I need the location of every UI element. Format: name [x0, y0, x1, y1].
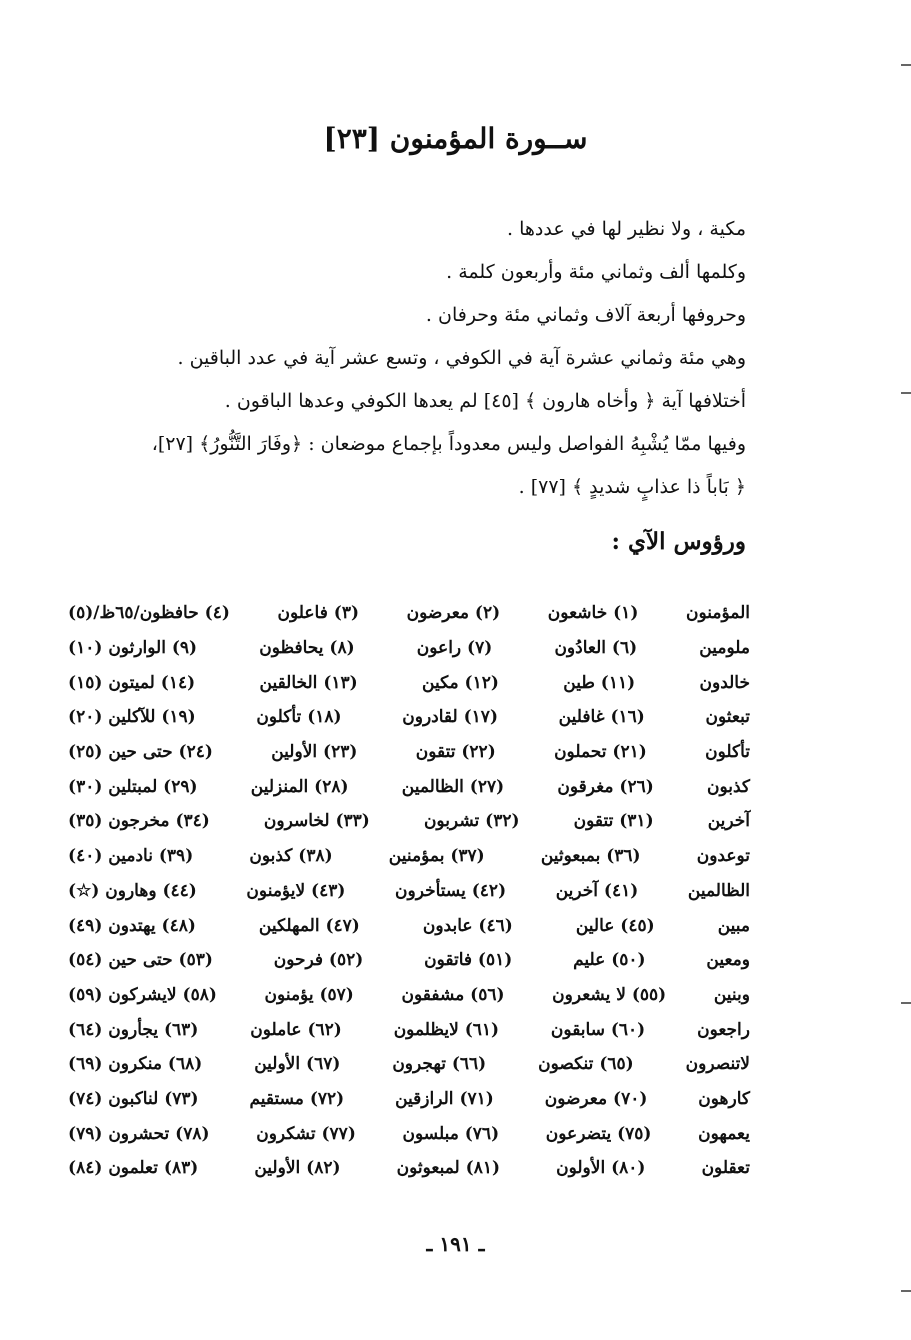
table-row [68, 1047, 750, 1082]
verse-ending-cell: يعمهون [698, 1123, 750, 1144]
intro-line: أختلافها آية ﴿ وأخاه هارون ﴾ [٤٥] لم يعدها الكوفي وعدها الباقون . [224, 390, 746, 412]
verse-ending-cell: تبعثون [705, 707, 750, 728]
verse-ending-cell: (٥٧) يؤمنون [264, 984, 354, 1005]
verse-ending-cell: (٦٧) الأولين [254, 1054, 341, 1075]
verse-ending-cell: (١٨) تأكلون [256, 707, 342, 728]
verse-ending-cell: (٦٢) عاملون [250, 1019, 342, 1040]
verse-ending-cell: تعقلون [701, 1158, 750, 1179]
verse-ending-cell: (٣٨) كذبون [249, 846, 333, 867]
verse-ending-cell: الظالمين [687, 880, 750, 901]
verse-ending-cell: كارهون [698, 1088, 750, 1109]
verse-ending-cell: ومعين [706, 950, 750, 971]
verse-ending-cell: (٤٦) عابدون [422, 915, 513, 936]
verse-ending-cell: (٥١) فاتقون [424, 950, 513, 971]
verse-ending-cell: (٦٥) تنكصون [538, 1054, 634, 1075]
verse-ending-cell: ملومين [699, 638, 750, 659]
verse-ending-cell: (١٢) مكين [422, 672, 499, 693]
verse-ending-cell: (٢١) تحملون [554, 742, 647, 763]
verse-ending-cell: (٨٢) الأولين [254, 1158, 341, 1179]
verse-ending-cell: (٧٠) معرضون [544, 1088, 648, 1109]
verse-ending-cell: (٦١) لايظلمون [393, 1019, 500, 1040]
intro-line: وفيها ممّا يُشْبِهُ الفواصل وليس معدوداً بإجماع موضعان : ﴿وفَارَ التَّنُّورُ﴾ [٢٧]، [151, 433, 746, 455]
intro-line: وحروفها أربعة آلاف وثماني مئة وحرفان . [425, 304, 746, 326]
verse-ending-cell: (٣٩) نادمين (٤٠) [68, 846, 194, 867]
verse-ending-cell: (٧٦) مبلسون [402, 1123, 500, 1144]
margin-mark [901, 1002, 911, 1004]
verse-ending-cell: المؤمنون [685, 603, 750, 624]
verse-ending-cell: راجعون [697, 1019, 750, 1040]
verse-ending-cell: (٧٧) تشكرون [256, 1123, 356, 1144]
table-row [68, 804, 750, 839]
verse-ending-cell: (٧٢) مستقيم [249, 1088, 345, 1109]
verse-ending-cell: (٣٢) تشربون [423, 811, 520, 832]
verse-ending-cell: تأكلون [705, 742, 750, 763]
verse-ending-cell: (٢٣) الأولين [271, 742, 358, 763]
verse-ending-cell: (٢٩) لمبتلين (٣٠) [68, 776, 198, 797]
verse-ending-cell: (٩) الوارثون (١٠) [68, 638, 198, 659]
verse-ending-cell: (٤٢) يستأخرون [395, 880, 507, 901]
verse-ending-cell: (٨١) لمبعوثون [396, 1158, 501, 1179]
verse-ending-cell: (١٧) لقادرون [402, 707, 498, 728]
intro-line: وهي مئة وثماني عشرة آية في الكوفي ، وتسع عشر آية في عدد الباقين . [177, 347, 746, 369]
verse-ending-cell: (٥٠) عليم [573, 950, 646, 971]
surah-title: ســورة المؤمنون [٢٣] [323, 122, 588, 155]
verse-ending-cell: (٧٨) تحشرون (٧٩) [68, 1123, 210, 1144]
verse-ending-cell: (٣) فاعلون [277, 603, 359, 624]
table-row [68, 943, 750, 978]
verse-ending-cell: (٦) العادُون [554, 638, 638, 659]
verse-ending-cell: (١) خاشعون [547, 603, 639, 624]
intro-paragraph [46, 208, 746, 509]
table-row [68, 700, 750, 735]
verse-ending-cell: (١٣) الخالقين [259, 672, 358, 693]
table-row [68, 1082, 750, 1117]
verse-ending-cell: (٤٣) لايؤمنون [246, 880, 346, 901]
verse-ending-cell: خالدون [699, 672, 750, 693]
table-row [68, 978, 750, 1013]
table-row [68, 908, 750, 943]
table-row [68, 665, 750, 700]
verse-ending-cell: (٨٣) تعلمون (٨٤) [68, 1158, 199, 1179]
table-row [68, 874, 750, 909]
table-row [68, 1012, 750, 1047]
margin-mark [901, 1290, 911, 1292]
table-row [68, 631, 750, 666]
verse-ending-cell: (٢٨) المنزلين [250, 776, 349, 797]
verse-ending-cell: (٤٨) يهتدون (٤٩) [68, 915, 196, 936]
margin-mark [901, 64, 911, 66]
verse-ending-cell: (٤٤) وهارون (☆) [68, 880, 197, 901]
verse-endings-heading: ورؤوس الآي : [611, 528, 746, 555]
verse-ending-cell: (٥٣) حتى حين (٥٤) [68, 950, 213, 971]
intro-line: مكية ، ولا نظير لها في عددها . [507, 218, 746, 240]
verse-ending-cell: (٧١) الرازقين [395, 1088, 494, 1109]
verse-ending-cell: (٦٣) يجأرون (٦٤) [68, 1019, 199, 1040]
verse-ending-cell: (١١) طين [563, 672, 636, 693]
verse-ending-cell: (٤١) آخرين [555, 880, 639, 901]
verse-ending-cell: (٥٨) لايشركون (٥٩) [68, 984, 217, 1005]
verse-ending-cell: (٣٤) مخرجون (٣٥) [68, 811, 210, 832]
table-row [68, 839, 750, 874]
verse-ending-cell: (١٩) للآكلين (٢٠) [68, 707, 196, 728]
verse-ending-cell: لاتنصرون [685, 1054, 750, 1075]
intro-line: وكلمها ألف وثماني مئة وأربعون كلمة . [446, 261, 746, 283]
verse-ending-cell: (٣٧) بمؤمنين [388, 846, 485, 867]
verse-ending-cell: (٨) يحافظون [259, 638, 355, 659]
verse-ending-cell: (٦٦) تهجرون [392, 1054, 487, 1075]
verse-ending-cell: (٤٥) عالين [575, 915, 655, 936]
verse-ending-cell: (١٤) لميتون (١٥) [68, 672, 196, 693]
verse-ending-cell: (٥٥) لا يشعرون [552, 984, 667, 1005]
verse-ending-cell: (٤) حافظون/٦٥ظ/(٥) [68, 603, 230, 624]
verse-ending-cell: (٣١) تتقون [573, 811, 654, 832]
verse-ending-cell: (٤٧) المهلكين [258, 915, 360, 936]
verse-ending-cell: آخرين [707, 811, 750, 832]
verse-ending-cell: (٧) راعون [416, 638, 493, 659]
intro-line: ﴿ بَاباً ذا عذابٍ شديدٍ ﴾ [٧٧] . [518, 476, 746, 498]
verse-ending-cell: (٥٢) فرحون [273, 950, 364, 971]
verse-ending-cell: (٥٦) مشفقون [401, 984, 505, 1005]
verse-ending-cell: كذبون [706, 776, 750, 797]
verse-ending-cell: (٣٦) بمبعوثين [540, 846, 641, 867]
table-row [68, 596, 750, 631]
table-row [68, 769, 750, 804]
verse-ending-cell: (١٦) غافلين [558, 707, 645, 728]
table-row [68, 735, 750, 770]
verse-ending-cell: (٣٣) لخاسرون [263, 811, 370, 832]
verse-ending-cell: (٢٢) تتقون [415, 742, 496, 763]
verse-ending-cell: (٦٨) منكرون (٦٩) [68, 1054, 203, 1075]
verse-ending-cell: (٢٧) الظالمين [401, 776, 505, 797]
verse-ending-cell: مبين [717, 915, 750, 936]
verse-ending-cell: (٧٣) لناكبون (٧٤) [68, 1088, 199, 1109]
table-row [68, 1151, 750, 1186]
verse-ending-cell: وبنين [713, 984, 750, 1005]
page-number: ـ ١٩١ ـ [426, 1232, 485, 1256]
table-row [68, 1116, 750, 1151]
margin-mark [901, 392, 911, 394]
verse-ending-cell: (٦٠) سابقون [550, 1019, 646, 1040]
verse-ending-cell: (٢٦) مغرقون [557, 776, 654, 797]
verse-ending-cell: (٧٥) يتضرعون [545, 1123, 652, 1144]
verse-ending-cell: (٨٠) الأولون [556, 1158, 646, 1179]
verse-ending-cell: توعدون [696, 846, 750, 867]
verse-endings-table [68, 596, 750, 1186]
verse-ending-cell: (٢٤) حتى حين (٢٥) [68, 742, 213, 763]
verse-ending-cell: (٢) معرضون [406, 603, 501, 624]
